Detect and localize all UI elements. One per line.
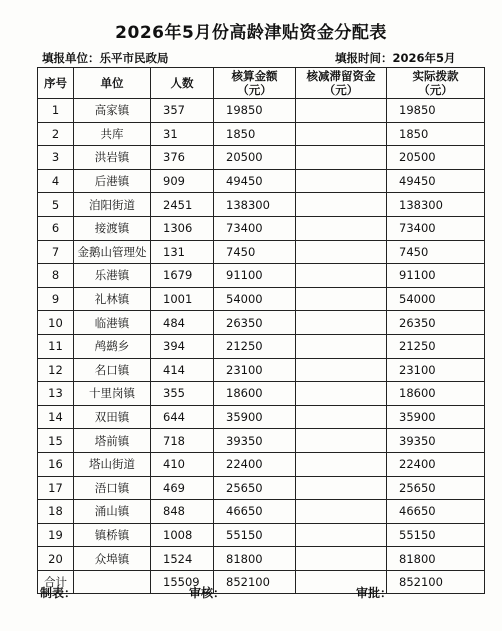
row-people: 1008 xyxy=(151,523,214,547)
row-actual: 21250 xyxy=(387,334,485,358)
row-reduce xyxy=(296,287,387,311)
row-reduce xyxy=(296,311,387,335)
row-reduce xyxy=(296,476,387,500)
table-row xyxy=(38,287,485,311)
row-amount: 39350 xyxy=(214,429,296,453)
row-unit: 礼林镇 xyxy=(74,287,151,311)
row-amount: 1850 xyxy=(214,122,296,146)
row-actual: 22400 xyxy=(387,452,485,476)
row-actual: 73400 xyxy=(387,216,485,240)
row-amount: 49450 xyxy=(214,169,296,193)
table-row xyxy=(38,382,485,406)
row-unit: 高家镇 xyxy=(74,99,151,123)
row-actual: 19850 xyxy=(387,99,485,123)
row-people: 31 xyxy=(151,122,214,146)
row-unit: 乐港镇 xyxy=(74,264,151,288)
row-amount: 18600 xyxy=(214,382,296,406)
row-unit: 鸬鹚乡 xyxy=(74,334,151,358)
row-reduce xyxy=(296,146,387,170)
row-people: 1679 xyxy=(151,264,214,288)
table-row xyxy=(38,169,485,193)
table-row xyxy=(38,193,485,217)
row-amount: 55150 xyxy=(214,523,296,547)
row-seq: 14 xyxy=(38,405,74,429)
row-actual: 18600 xyxy=(387,382,485,406)
row-actual: 55150 xyxy=(387,523,485,547)
row-people: 394 xyxy=(151,334,214,358)
row-people: 718 xyxy=(151,429,214,453)
header-amount-line2: （元） xyxy=(237,83,272,97)
row-unit: 共库 xyxy=(74,122,151,146)
row-seq: 8 xyxy=(38,264,74,288)
row-amount: 19850 xyxy=(214,99,296,123)
row-unit: 临港镇 xyxy=(74,311,151,335)
table-row xyxy=(38,216,485,240)
row-reduce xyxy=(296,405,387,429)
row-people: 131 xyxy=(151,240,214,264)
row-unit: 塔前镇 xyxy=(74,429,151,453)
row-actual: 23100 xyxy=(387,358,485,382)
row-reduce xyxy=(296,547,387,571)
row-unit: 塔山街道 xyxy=(74,452,151,476)
table-header-row xyxy=(38,68,485,99)
footer-approver: 审批： xyxy=(356,586,393,600)
table-row xyxy=(38,476,485,500)
table-row xyxy=(38,523,485,547)
row-amount: 7450 xyxy=(214,240,296,264)
row-reduce xyxy=(296,429,387,453)
row-seq: 12 xyxy=(38,358,74,382)
row-amount: 35900 xyxy=(214,405,296,429)
row-amount: 23100 xyxy=(214,358,296,382)
row-seq: 9 xyxy=(38,287,74,311)
row-amount: 73400 xyxy=(214,216,296,240)
row-people: 376 xyxy=(151,146,214,170)
row-people: 357 xyxy=(151,99,214,123)
row-reduce xyxy=(296,452,387,476)
row-people: 414 xyxy=(151,358,214,382)
row-reduce xyxy=(296,382,387,406)
row-seq: 5 xyxy=(38,193,74,217)
total-label: 合计 xyxy=(38,570,74,594)
table-row xyxy=(38,452,485,476)
row-seq: 13 xyxy=(38,382,74,406)
header-actual xyxy=(387,68,485,99)
row-reduce xyxy=(296,358,387,382)
row-unit: 接渡镇 xyxy=(74,216,151,240)
row-seq: 20 xyxy=(38,547,74,571)
row-actual: 1850 xyxy=(387,122,485,146)
total-row xyxy=(38,570,485,594)
row-amount: 91100 xyxy=(214,264,296,288)
row-reduce xyxy=(296,500,387,524)
row-seq: 18 xyxy=(38,500,74,524)
row-unit: 浯口镇 xyxy=(74,476,151,500)
row-unit: 众埠镇 xyxy=(74,547,151,571)
row-seq: 6 xyxy=(38,216,74,240)
reporting-time: 填报时间：2026年5月 xyxy=(335,51,456,65)
row-unit: 后港镇 xyxy=(74,169,151,193)
header-unit: 单位 xyxy=(74,68,151,99)
document-title: 2026年5月份高龄津贴资金分配表 xyxy=(115,23,387,43)
table-row xyxy=(38,146,485,170)
row-actual: 81800 xyxy=(387,547,485,571)
row-actual: 91100 xyxy=(387,264,485,288)
row-seq: 16 xyxy=(38,452,74,476)
row-unit: 洎阳街道 xyxy=(74,193,151,217)
row-reduce xyxy=(296,264,387,288)
allocation-table xyxy=(37,67,485,594)
table-row xyxy=(38,500,485,524)
table-row xyxy=(38,311,485,335)
header-reduce-line2: （元） xyxy=(323,83,359,97)
row-amount: 138300 xyxy=(214,193,296,217)
row-amount: 20500 xyxy=(214,146,296,170)
row-people: 1306 xyxy=(151,216,214,240)
row-actual: 20500 xyxy=(387,146,485,170)
row-seq: 3 xyxy=(38,146,74,170)
row-actual: 46650 xyxy=(387,500,485,524)
row-unit: 十里岗镇 xyxy=(74,382,151,406)
row-people: 909 xyxy=(151,169,214,193)
table-row xyxy=(38,547,485,571)
row-reduce xyxy=(296,240,387,264)
header-seq: 序号 xyxy=(38,68,74,99)
row-seq: 1 xyxy=(38,99,74,123)
row-reduce xyxy=(296,334,387,358)
row-actual: 25650 xyxy=(387,476,485,500)
row-unit: 名口镇 xyxy=(74,358,151,382)
footer-maker: 制表： xyxy=(40,586,77,600)
row-reduce xyxy=(296,169,387,193)
row-actual: 26350 xyxy=(387,311,485,335)
row-unit: 涌山镇 xyxy=(74,500,151,524)
row-actual: 54000 xyxy=(387,287,485,311)
row-amount: 46650 xyxy=(214,500,296,524)
table-row xyxy=(38,240,485,264)
row-amount: 54000 xyxy=(214,287,296,311)
table-row xyxy=(38,358,485,382)
row-people: 2451 xyxy=(151,193,214,217)
row-people: 644 xyxy=(151,405,214,429)
table-row xyxy=(38,99,485,123)
header-reduce xyxy=(296,68,387,99)
total-amount: 852100 xyxy=(214,570,296,594)
row-people: 1001 xyxy=(151,287,214,311)
row-actual: 138300 xyxy=(387,193,485,217)
row-unit: 洪岩镇 xyxy=(74,146,151,170)
header-actual-line1: 实际拨款 xyxy=(412,69,459,83)
row-amount: 26350 xyxy=(214,311,296,335)
header-people: 人数 xyxy=(151,68,214,99)
table-row xyxy=(38,122,485,146)
footer-reviewer: 审核： xyxy=(189,586,226,600)
row-people: 469 xyxy=(151,476,214,500)
row-seq: 2 xyxy=(38,122,74,146)
header-amount-line1: 核算金额 xyxy=(231,69,278,83)
total-actual: 852100 xyxy=(387,570,485,594)
row-people: 410 xyxy=(151,452,214,476)
row-people: 355 xyxy=(151,382,214,406)
row-seq: 4 xyxy=(38,169,74,193)
row-unit: 镇桥镇 xyxy=(74,523,151,547)
reporting-unit: 填报单位：乐平市民政局 xyxy=(42,51,169,65)
row-reduce xyxy=(296,193,387,217)
table-row xyxy=(38,405,485,429)
row-people: 848 xyxy=(151,500,214,524)
row-seq: 15 xyxy=(38,429,74,453)
row-amount: 25650 xyxy=(214,476,296,500)
total-people: 15509 xyxy=(151,570,214,594)
row-actual: 7450 xyxy=(387,240,485,264)
row-seq: 10 xyxy=(38,311,74,335)
row-actual: 35900 xyxy=(387,405,485,429)
row-actual: 39350 xyxy=(387,429,485,453)
row-reduce xyxy=(296,523,387,547)
table-row xyxy=(38,429,485,453)
row-actual: 49450 xyxy=(387,169,485,193)
table-row xyxy=(38,264,485,288)
row-unit: 金鹅山管理处 xyxy=(74,240,151,264)
row-seq: 17 xyxy=(38,476,74,500)
row-amount: 21250 xyxy=(214,334,296,358)
row-seq: 19 xyxy=(38,523,74,547)
row-amount: 22400 xyxy=(214,452,296,476)
row-unit: 双田镇 xyxy=(74,405,151,429)
row-people: 484 xyxy=(151,311,214,335)
header-reduce-line1: 核减滞留资金 xyxy=(306,69,376,83)
row-reduce xyxy=(296,99,387,123)
row-seq: 7 xyxy=(38,240,74,264)
table-row xyxy=(38,334,485,358)
row-reduce xyxy=(296,216,387,240)
row-amount: 81800 xyxy=(214,547,296,571)
row-reduce xyxy=(296,122,387,146)
header-amount xyxy=(214,68,296,99)
total-unit xyxy=(74,570,151,594)
header-actual-line2: （元） xyxy=(418,83,453,97)
row-seq: 11 xyxy=(38,334,74,358)
row-people: 1524 xyxy=(151,547,214,571)
